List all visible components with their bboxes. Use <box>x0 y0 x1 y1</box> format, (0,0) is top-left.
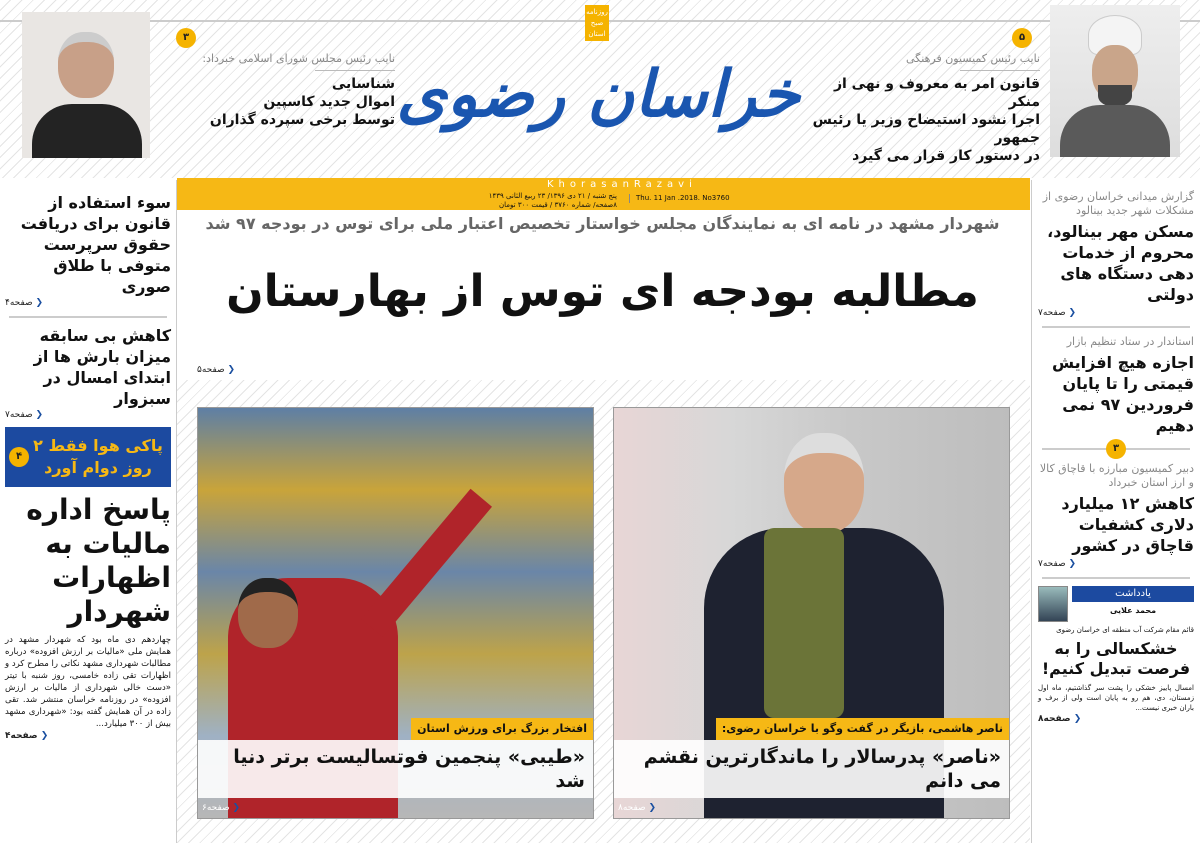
page-ref[interactable]: ❮ صفحه۵ <box>197 364 235 376</box>
headline: مسکن مهر بینالود، محروم از خدمات دهی دستگاه های دولتی <box>1047 222 1194 304</box>
logo-badge: روزنامه صبح استان <box>585 5 609 41</box>
page-ref[interactable]: ❮ صفحه۸ <box>1038 713 1194 725</box>
top-right-teaser[interactable] <box>805 52 1040 165</box>
page-number-badge: ۳ <box>1106 439 1126 459</box>
portrait-right <box>1050 5 1180 157</box>
date-fa: پنج شنبه / ۲۱ دی ۱۳۹۶/ ۲۳ ربیع الثانی ۱۴۳۹ <box>488 192 617 200</box>
column-divider <box>1031 180 1032 843</box>
kicker: استاندار در ستاد تنظیم بازار <box>1066 335 1194 348</box>
right-column <box>1038 190 1194 725</box>
divider-with-badge <box>1038 438 1194 460</box>
main-kicker: شهردار مشهد در نامه ای به نمایندگان مجلس خواستار تخصیص اعتبار ملی برای توس در بودجه ۹۷ شد <box>205 214 1000 233</box>
photo-caption <box>614 718 1009 798</box>
divider <box>1042 326 1190 328</box>
photo-actor[interactable] <box>613 407 1010 819</box>
headline-line: توسط برخی سپرده گذاران <box>209 112 395 128</box>
page-ref[interactable]: ❮ صفحه۶ <box>202 802 240 814</box>
headline-line: اموال جدید کاسپین <box>263 94 395 110</box>
page-ref[interactable]: ❮ صفحه۸ <box>618 802 656 814</box>
headline: اجازه هیچ افزایش قیمتی را تا پایان فروردین ۹۷ نمی دهیم <box>1052 353 1194 435</box>
latin-name: KhorasanRazavi <box>547 179 697 190</box>
page-number-badge: ۴ <box>9 447 29 467</box>
note-body: امسال پاییز خشکی را پشت سر گذاشتیم، ماه اول زمستان، دی، هم رو به پایان است ولی از برف و باران خبری نیست... <box>1038 684 1194 712</box>
date-band <box>177 178 1030 210</box>
left-column <box>5 192 171 742</box>
kicker: گزارش میدانی خراسان رضوی از مشکلات شهر جدید بینالود <box>1042 190 1194 217</box>
photo-headline: «طیبی» پنجمین فوتسالیست برتر دنیا شد <box>198 740 593 798</box>
headline-line: در دستور کار قرار می گیرد <box>852 148 1040 164</box>
right-story-2[interactable] <box>1038 335 1194 436</box>
headline: سوء استفاده از قانون برای دریافت حقوق سرپرست متوفی با طلاق صوری <box>20 193 171 296</box>
photo-headline: «ناصر» پدرسالار را ماندگارترین نقشم می دانم <box>614 740 1009 798</box>
top-left-teaser[interactable] <box>160 52 395 129</box>
photo-footballer[interactable] <box>197 407 594 819</box>
player-arm <box>361 489 492 637</box>
note-author-role: قائم مقام شرکت آب منطقه ای خراسان رضوی <box>1056 626 1194 634</box>
actor-scarf <box>764 528 844 718</box>
issue-fa: ۸صفحه/ شماره ۳۷۶۰ / قیمت ۳۰۰ تومان <box>499 201 617 209</box>
divider <box>9 316 167 318</box>
body-text: چهاردهم دی ماه بود که شهردار مشهد در همایش ملی «مالیات بر ارزش افزوده» درباره مطالبات شهرداری مشهد نکاتی را مطرح کرد و اظهارات تقی زاده خامسی، روز شنبه با تیتر «دست خالی شهرداری از مالیات بر ارزش افزوده» در روزنامه خراسان منتشر شد. تقی زاده در آن همایش گفته بود: «شهرداری مشهد بیش از ۳۰۰ میلیارد... <box>5 635 171 729</box>
headline: پاکی هوا فقط ۲ روز دوام آورد <box>33 436 163 477</box>
photo-kicker: ناصر هاشمی، بازیگر در گفت وگو با خراسان رضوی: <box>716 718 1009 740</box>
photo-caption <box>198 718 593 798</box>
left-story-2[interactable] <box>5 325 171 421</box>
page-number-badge: ۵ <box>1012 28 1032 48</box>
date-en: Thu. 11 Jan .2018. No3760 <box>629 194 730 203</box>
left-story-3[interactable] <box>5 493 171 742</box>
column-divider <box>176 180 177 843</box>
kicker: نایب رئیس کمیسیون فرهنگی <box>906 52 1040 65</box>
right-story-3[interactable] <box>1038 462 1194 570</box>
divider <box>960 70 1040 71</box>
note-label: یادداشت <box>1072 586 1194 602</box>
headline: کاهش بی سابقه میزان بارش ها از ابتدای امسال در سبزوار <box>33 326 171 408</box>
page-ref[interactable]: ❮ صفحه۷ <box>1038 558 1194 570</box>
page-number-badge: ۳ <box>176 28 196 48</box>
page-ref[interactable]: ❮ صفحه۴ <box>5 730 171 742</box>
headline-line: اجرا نشود استیضاح وزیر یا رئیس جمهور <box>812 112 1040 146</box>
headline: کاهش ۱۲ میلیارد دلاری کشفیات قاچاق در کشور <box>1061 494 1194 555</box>
headline-line: قانون امر به معروف و نهی از منکر <box>833 76 1040 110</box>
headline <box>160 75 395 129</box>
right-story-1[interactable] <box>1038 190 1194 319</box>
kicker: نایب رئیس مجلس شورای اسلامی خبرداد: <box>202 52 395 65</box>
note-headline[interactable]: خشکسالی را به فرصت تبدیل کنیم! <box>1041 639 1191 678</box>
kicker: دبیر کمیسیون مبارزه با قاچاق کالا و ارز استان خبرداد <box>1039 462 1194 489</box>
actor-head <box>784 433 864 533</box>
author-photo <box>1038 586 1068 622</box>
note-author: محمد علایی <box>1109 606 1157 615</box>
left-story-1[interactable] <box>5 192 171 309</box>
main-headline[interactable]: مطالبه بودجه ای توس از بهارستان <box>226 266 979 317</box>
page-ref[interactable]: ❮ صفحه۷ <box>5 409 171 421</box>
page-ref[interactable]: ❮ صفحه۴ <box>5 297 171 309</box>
headline-line: شناسایی <box>331 76 395 92</box>
headline <box>805 75 1040 165</box>
divider <box>1042 577 1190 579</box>
page-ref[interactable]: ❮ صفحه۷ <box>1038 307 1194 319</box>
player-head <box>238 578 298 648</box>
divider <box>315 70 395 71</box>
newspaper-logo: خراسان رضوی <box>396 58 800 132</box>
air-quality-box[interactable] <box>5 427 171 487</box>
portrait-left <box>22 12 150 158</box>
note[interactable] <box>1038 586 1194 725</box>
headline: پاسخ اداره مالیات به اظهارات شهردار <box>26 493 171 628</box>
photo-kicker: افتخار بزرگ برای ورزش استان <box>411 718 593 740</box>
